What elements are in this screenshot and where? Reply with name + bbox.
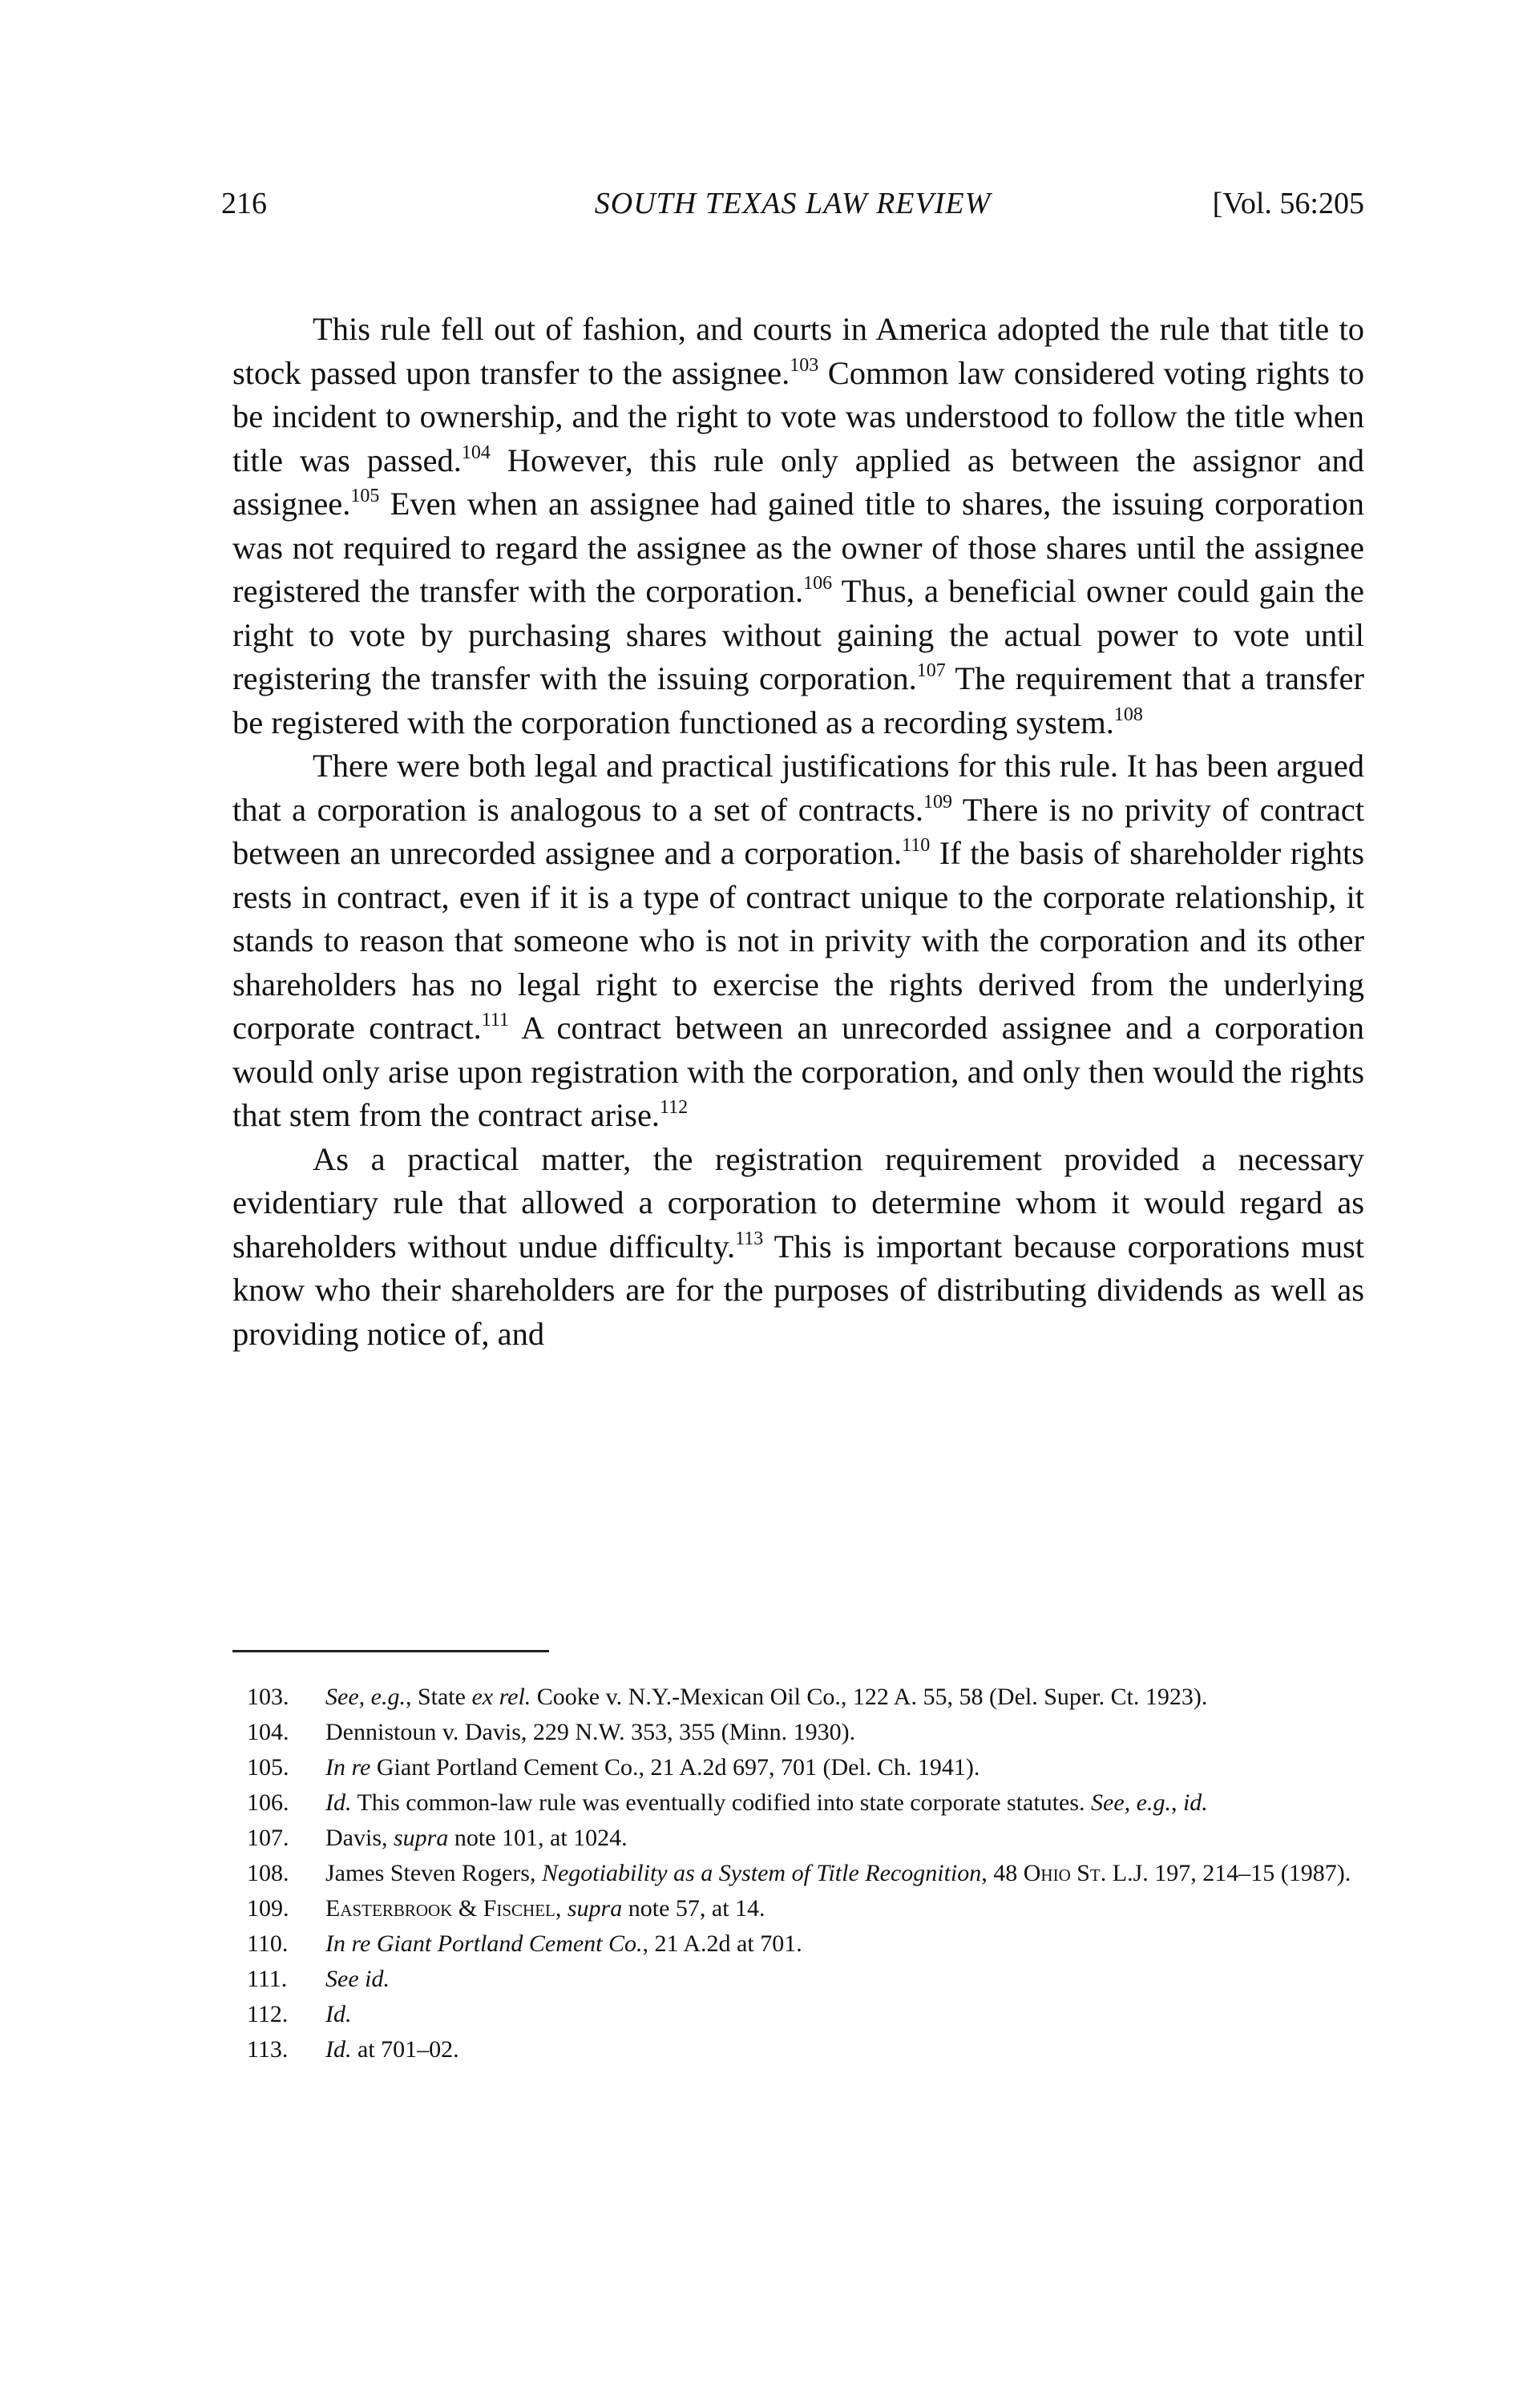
footnote-111 — [232, 1965, 1364, 1994]
footnote-number: 112. — [247, 2001, 289, 2027]
footnote-number: 109. — [247, 1895, 289, 1922]
text: 197, 214–15 (1987). — [1148, 1860, 1351, 1886]
running-header — [221, 186, 1364, 234]
signal: Id. — [325, 2036, 352, 2063]
footnote-ref-104[interactable]: 104 — [461, 442, 491, 463]
footnote-112 — [232, 2000, 1364, 2029]
paragraph-1 — [232, 308, 1364, 744]
text: , — [1170, 1789, 1183, 1816]
article-body — [232, 308, 1364, 1356]
footnote-number: 113. — [247, 2036, 289, 2063]
footnote-ref-107[interactable]: 107 — [916, 660, 946, 681]
footnote-109 — [232, 1894, 1364, 1923]
text: Even when an assignee had gained title to shares, the issuing corporation was not required to regard the assignee as the owner of those shares until the assignee registered the transfer with the corporation. — [232, 486, 1364, 609]
signal: See, e.g. — [1091, 1789, 1171, 1816]
footnote-divider — [232, 1650, 549, 1652]
signal: Id. — [325, 1789, 352, 1816]
text: , 48 — [981, 1860, 1024, 1886]
text: , — [555, 1895, 568, 1922]
text: note 57, at 14. — [622, 1895, 765, 1922]
text: at 701–02. — [351, 2036, 459, 2063]
footnote-110 — [232, 1930, 1364, 1958]
footnote-ref-113[interactable]: 113 — [735, 1228, 764, 1249]
footnote-number: 111. — [247, 1966, 288, 1992]
volume-citation: [Vol. 56:205 — [1212, 187, 1364, 220]
signal: See, e.g. — [325, 1684, 406, 1710]
paragraph-2 — [232, 744, 1364, 1138]
text: The requirement that a transfer be registered with the corporation functioned as a recording system. — [232, 660, 1364, 740]
text: Davis, — [325, 1825, 394, 1851]
footnote-number: 104. — [247, 1719, 289, 1745]
footnote-number: 110. — [247, 1930, 289, 1957]
footnote-ref-112[interactable]: 112 — [660, 1097, 689, 1118]
text: However, this rule only applied as between the assignor and assignee. — [232, 442, 1364, 522]
journal-title: SOUTH TEXAS LAW REVIEW — [594, 187, 992, 220]
text: This rule fell out of fashion, and courts in America adopted the rule that title to stock passed upon transfer to the assignee. — [232, 311, 1364, 391]
text: A contract between an unrecorded assignee and a corporation would only arise upon registration with the corporation, and only then would the rights that stem from the contract arise. — [232, 1010, 1364, 1133]
footnote-ref-108[interactable]: 108 — [1113, 704, 1143, 725]
text-italic: supra — [394, 1825, 449, 1851]
page-number: 216 — [221, 187, 267, 220]
footnote-ref-105[interactable]: 105 — [350, 486, 380, 506]
text: There were both legal and practical justifications for this rule. It has been argued that a corporation is analogous to a set of contracts. — [232, 748, 1364, 828]
footnote-107 — [232, 1824, 1364, 1853]
footnote-104 — [232, 1718, 1364, 1747]
text: Thus, a beneficial owner could gain the right to vote by purchasing shares without gaining the actual power to vote until registering the transfer with the issuing corporation. — [232, 573, 1364, 696]
paragraph-3 — [232, 1138, 1364, 1357]
footnote-ref-109[interactable]: 109 — [923, 791, 953, 813]
text: Cooke v. N.Y.-Mexican Oil Co., 122 A. 55, 58 (Del. Super. Ct. 1923). — [531, 1684, 1208, 1710]
footnote-108 — [232, 1859, 1364, 1888]
footnote-ref-111[interactable]: 111 — [481, 1010, 510, 1031]
footnote-103 — [232, 1683, 1364, 1712]
footnote-number: 106. — [247, 1789, 289, 1816]
footnote-number: 103. — [247, 1684, 289, 1710]
journal-name: Ohio St. L.J. — [1023, 1860, 1149, 1886]
text: , State — [405, 1684, 472, 1710]
text: , 21 A.2d at 701. — [642, 1930, 802, 1957]
article-title: Negotiability as a System of Title Recognition — [541, 1860, 982, 1886]
footnote-105 — [232, 1753, 1364, 1782]
text: This common-law rule was eventually codified into state corporate statutes. — [351, 1789, 1092, 1816]
text-italic: supra — [567, 1895, 623, 1922]
footnote-number: 107. — [247, 1825, 289, 1851]
text: Common law considered voting rights to be incident to ownership, and the right to vote was understood to follow the title when title was passed. — [232, 354, 1364, 478]
text: As a practical matter, the registration requirement provided a necessary evidentiary rule that allowed a corporation to determine whom it would regard as shareholders without undue difficulty. — [232, 1140, 1364, 1265]
text: note 101, at 1024. — [448, 1825, 628, 1851]
text: This is important because corporations must know who their shareholders are for the purposes of distributing dividends as well as providing notice of, and — [232, 1228, 1364, 1352]
text: Giant Portland Cement Co., 21 A.2d 697, 701 (Del. Ch. 1941). — [370, 1754, 980, 1781]
text-italic: ex rel. — [471, 1684, 531, 1710]
text: Dennistoun v. Davis, 229 N.W. 353, 355 (Minn. 1930). — [325, 1719, 856, 1745]
footnote-number: 105. — [247, 1754, 289, 1781]
authors: Easterbrook & Fischel — [325, 1895, 555, 1922]
signal: Id. — [325, 2001, 352, 2027]
text-italic: In re — [325, 1754, 371, 1781]
footnote-ref-103[interactable]: 103 — [790, 354, 819, 376]
footnotes — [232, 1683, 1364, 2071]
footnote-number: 108. — [247, 1860, 289, 1886]
footnote-113 — [232, 2035, 1364, 2064]
text: James Steven Rogers, — [325, 1860, 542, 1886]
signal: id. — [1182, 1789, 1208, 1816]
text: If the basis of shareholder rights rests in contract, even if it is a type of contract unique to the corporate relationship, it stands to reason that someone who is not in privity with the corporation and its other shareholders has no legal right to exercise the rights derived from the underlying corporate contract. — [232, 835, 1365, 1046]
footnote-ref-110[interactable]: 110 — [902, 835, 931, 856]
signal: See id. — [325, 1966, 390, 1992]
footnote-ref-106[interactable]: 106 — [803, 573, 833, 594]
text: There is no privity of contract between an unrecorded assignee and a corporation. — [232, 791, 1365, 871]
footnote-106 — [232, 1789, 1364, 1817]
text-italic: In re Giant Portland Cement Co. — [325, 1930, 643, 1957]
